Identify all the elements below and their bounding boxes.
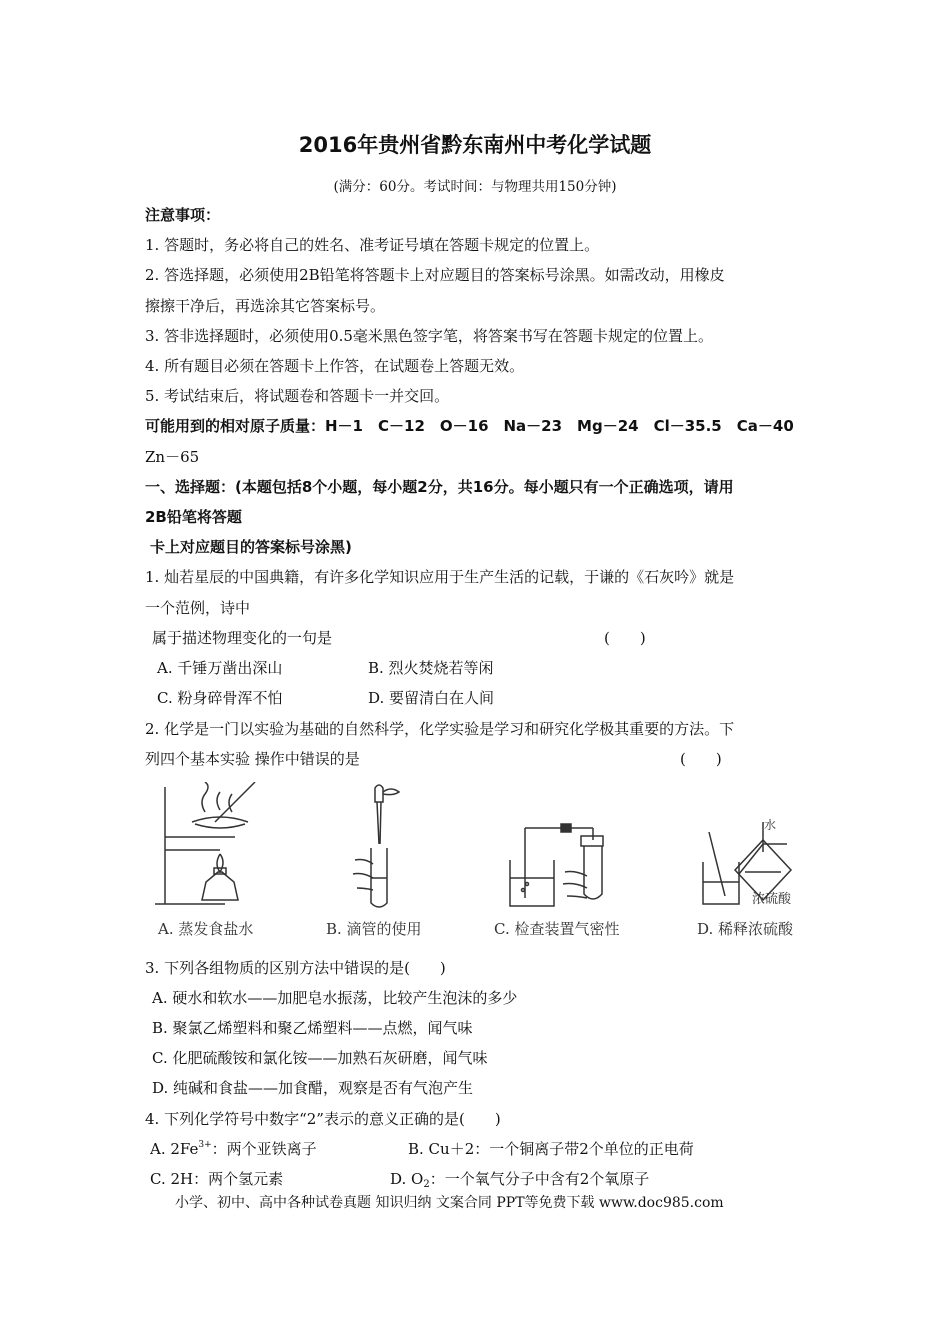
option-a: A. 千锤万凿出深山 bbox=[157, 659, 283, 677]
option-a: A. 硬水和软水——加肥皂水振荡，比较产生泡沫的多少 bbox=[152, 989, 518, 1007]
figure-caption-b: B. 滴管的使用 bbox=[326, 920, 422, 938]
section-heading-cont: 卡上对应题目的答案标号涂黑) bbox=[150, 538, 352, 556]
option-c: C. 2H：两个氢元素 bbox=[150, 1170, 284, 1188]
page-title: 2016年贵州省黔东南州中考化学试题 bbox=[298, 133, 652, 157]
notice-heading: 注意事项： bbox=[145, 206, 221, 224]
option-d bbox=[390, 1169, 649, 1189]
question-1-stem: 属于描述物理变化的一句是 bbox=[152, 629, 333, 647]
atomic-mass-line: Zn－65 bbox=[145, 448, 200, 466]
page-subtitle: (满分：60分。考试时间：与物理共用150分钟) bbox=[333, 179, 617, 195]
option-d-formula: D. O bbox=[390, 1170, 424, 1188]
question-4-stem: 4. 下列化学符号中数字“2”表示的意义正确的是( ) bbox=[145, 1110, 501, 1128]
question-3-stem: 3. 下列各组物质的区别方法中错误的是( ) bbox=[145, 959, 446, 977]
option-c: C. 化肥硫酸铵和氯化铵——加熟石灰研磨，闻气味 bbox=[152, 1049, 488, 1067]
option-a-text: ：两个亚铁离子 bbox=[211, 1140, 317, 1158]
notice-item: 2. 答选择题，必须使用2B铅笔将答题卡上对应题目的答案标号涂黑。如需改动，用橡皮 bbox=[145, 266, 725, 284]
figure-caption-d: D. 稀释浓硫酸 bbox=[697, 920, 794, 938]
question-1-stem: 1. 灿若星辰的中国典籍，有许多化学知识应用于生产生活的记载，于谦的《石灰吟》就是 bbox=[145, 568, 735, 586]
notice-item: 1. 答题时，务必将自己的姓名、准考证号填在答题卡规定的位置上。 bbox=[145, 236, 600, 254]
question-1-stem: 一个范例，诗中 bbox=[145, 599, 251, 617]
option-b: B. 聚氯乙烯塑料和聚乙烯塑料——点燃，闻气味 bbox=[152, 1019, 473, 1037]
figure-airtightness bbox=[505, 820, 615, 910]
option-a-charge: 3+ bbox=[198, 1140, 212, 1150]
figure-evaporation bbox=[150, 782, 270, 912]
atomic-mass-line: 可能用到的相对原子质量：H－1 C－12 O－16 Na－23 Mg－24 Cl－35.5 Ca－40 bbox=[145, 417, 794, 435]
footer-watermark: 小学、初中、高中各种试卷真题 知识归纳 文案合同 PPT等免费下载 www.doc985.com bbox=[175, 1195, 724, 1211]
section-heading: 一、选择题：(本题包括8个小题，每小题2分，共16分。每小题只有一个正确选项，请用 bbox=[145, 478, 734, 496]
option-d-text: ：一个氧气分子中含有2个氧原子 bbox=[429, 1170, 650, 1188]
notice-item: 5. 考试结束后，将试题卷和答题卡一并交回。 bbox=[145, 387, 450, 405]
notice-item: 擦擦干净后，再选涂其它答案标号。 bbox=[145, 297, 386, 315]
label-water: 水 bbox=[764, 818, 777, 832]
option-c: C. 粉身碎骨浑不怕 bbox=[157, 689, 283, 707]
option-a bbox=[150, 1139, 317, 1159]
notice-item: 4. 所有题目必须在答题卡上作答，在试题卷上答题无效。 bbox=[145, 357, 525, 375]
option-d-subscript: 2 bbox=[423, 1179, 430, 1190]
option-d: D. 要留清白在人间 bbox=[368, 689, 495, 707]
question-2-stem: 列四个基本实验 操作中错误的是 bbox=[145, 750, 360, 768]
label-concentrated-acid: 浓硫酸 bbox=[752, 892, 792, 907]
figure-caption-a: A. 蒸发食盐水 bbox=[158, 920, 254, 938]
figure-dropper bbox=[345, 782, 415, 912]
option-b: B. Cu＋2：一个铜离子带2个单位的正电荷 bbox=[408, 1140, 694, 1158]
answer-paren: ( ) bbox=[604, 629, 646, 647]
option-a-formula: A. 2Fe bbox=[150, 1140, 199, 1158]
figure-caption-c: C. 检查装置气密性 bbox=[494, 920, 620, 938]
question-2-stem: 2. 化学是一门以实验为基础的自然科学，化学实验是学习和研究化学极其重要的方法。下 bbox=[145, 720, 735, 738]
answer-paren: ( ) bbox=[680, 750, 722, 768]
option-b: B. 烈火焚烧若等闲 bbox=[368, 659, 494, 677]
notice-item: 3. 答非选择题时，必须使用0.5毫米黑色签字笔，将答案书写在答题卡规定的位置上。 bbox=[145, 327, 713, 345]
section-heading-cont: 2B铅笔将答题 bbox=[145, 508, 242, 526]
option-d: D. 纯碱和食盐——加食醋，观察是否有气泡产生 bbox=[152, 1079, 474, 1097]
